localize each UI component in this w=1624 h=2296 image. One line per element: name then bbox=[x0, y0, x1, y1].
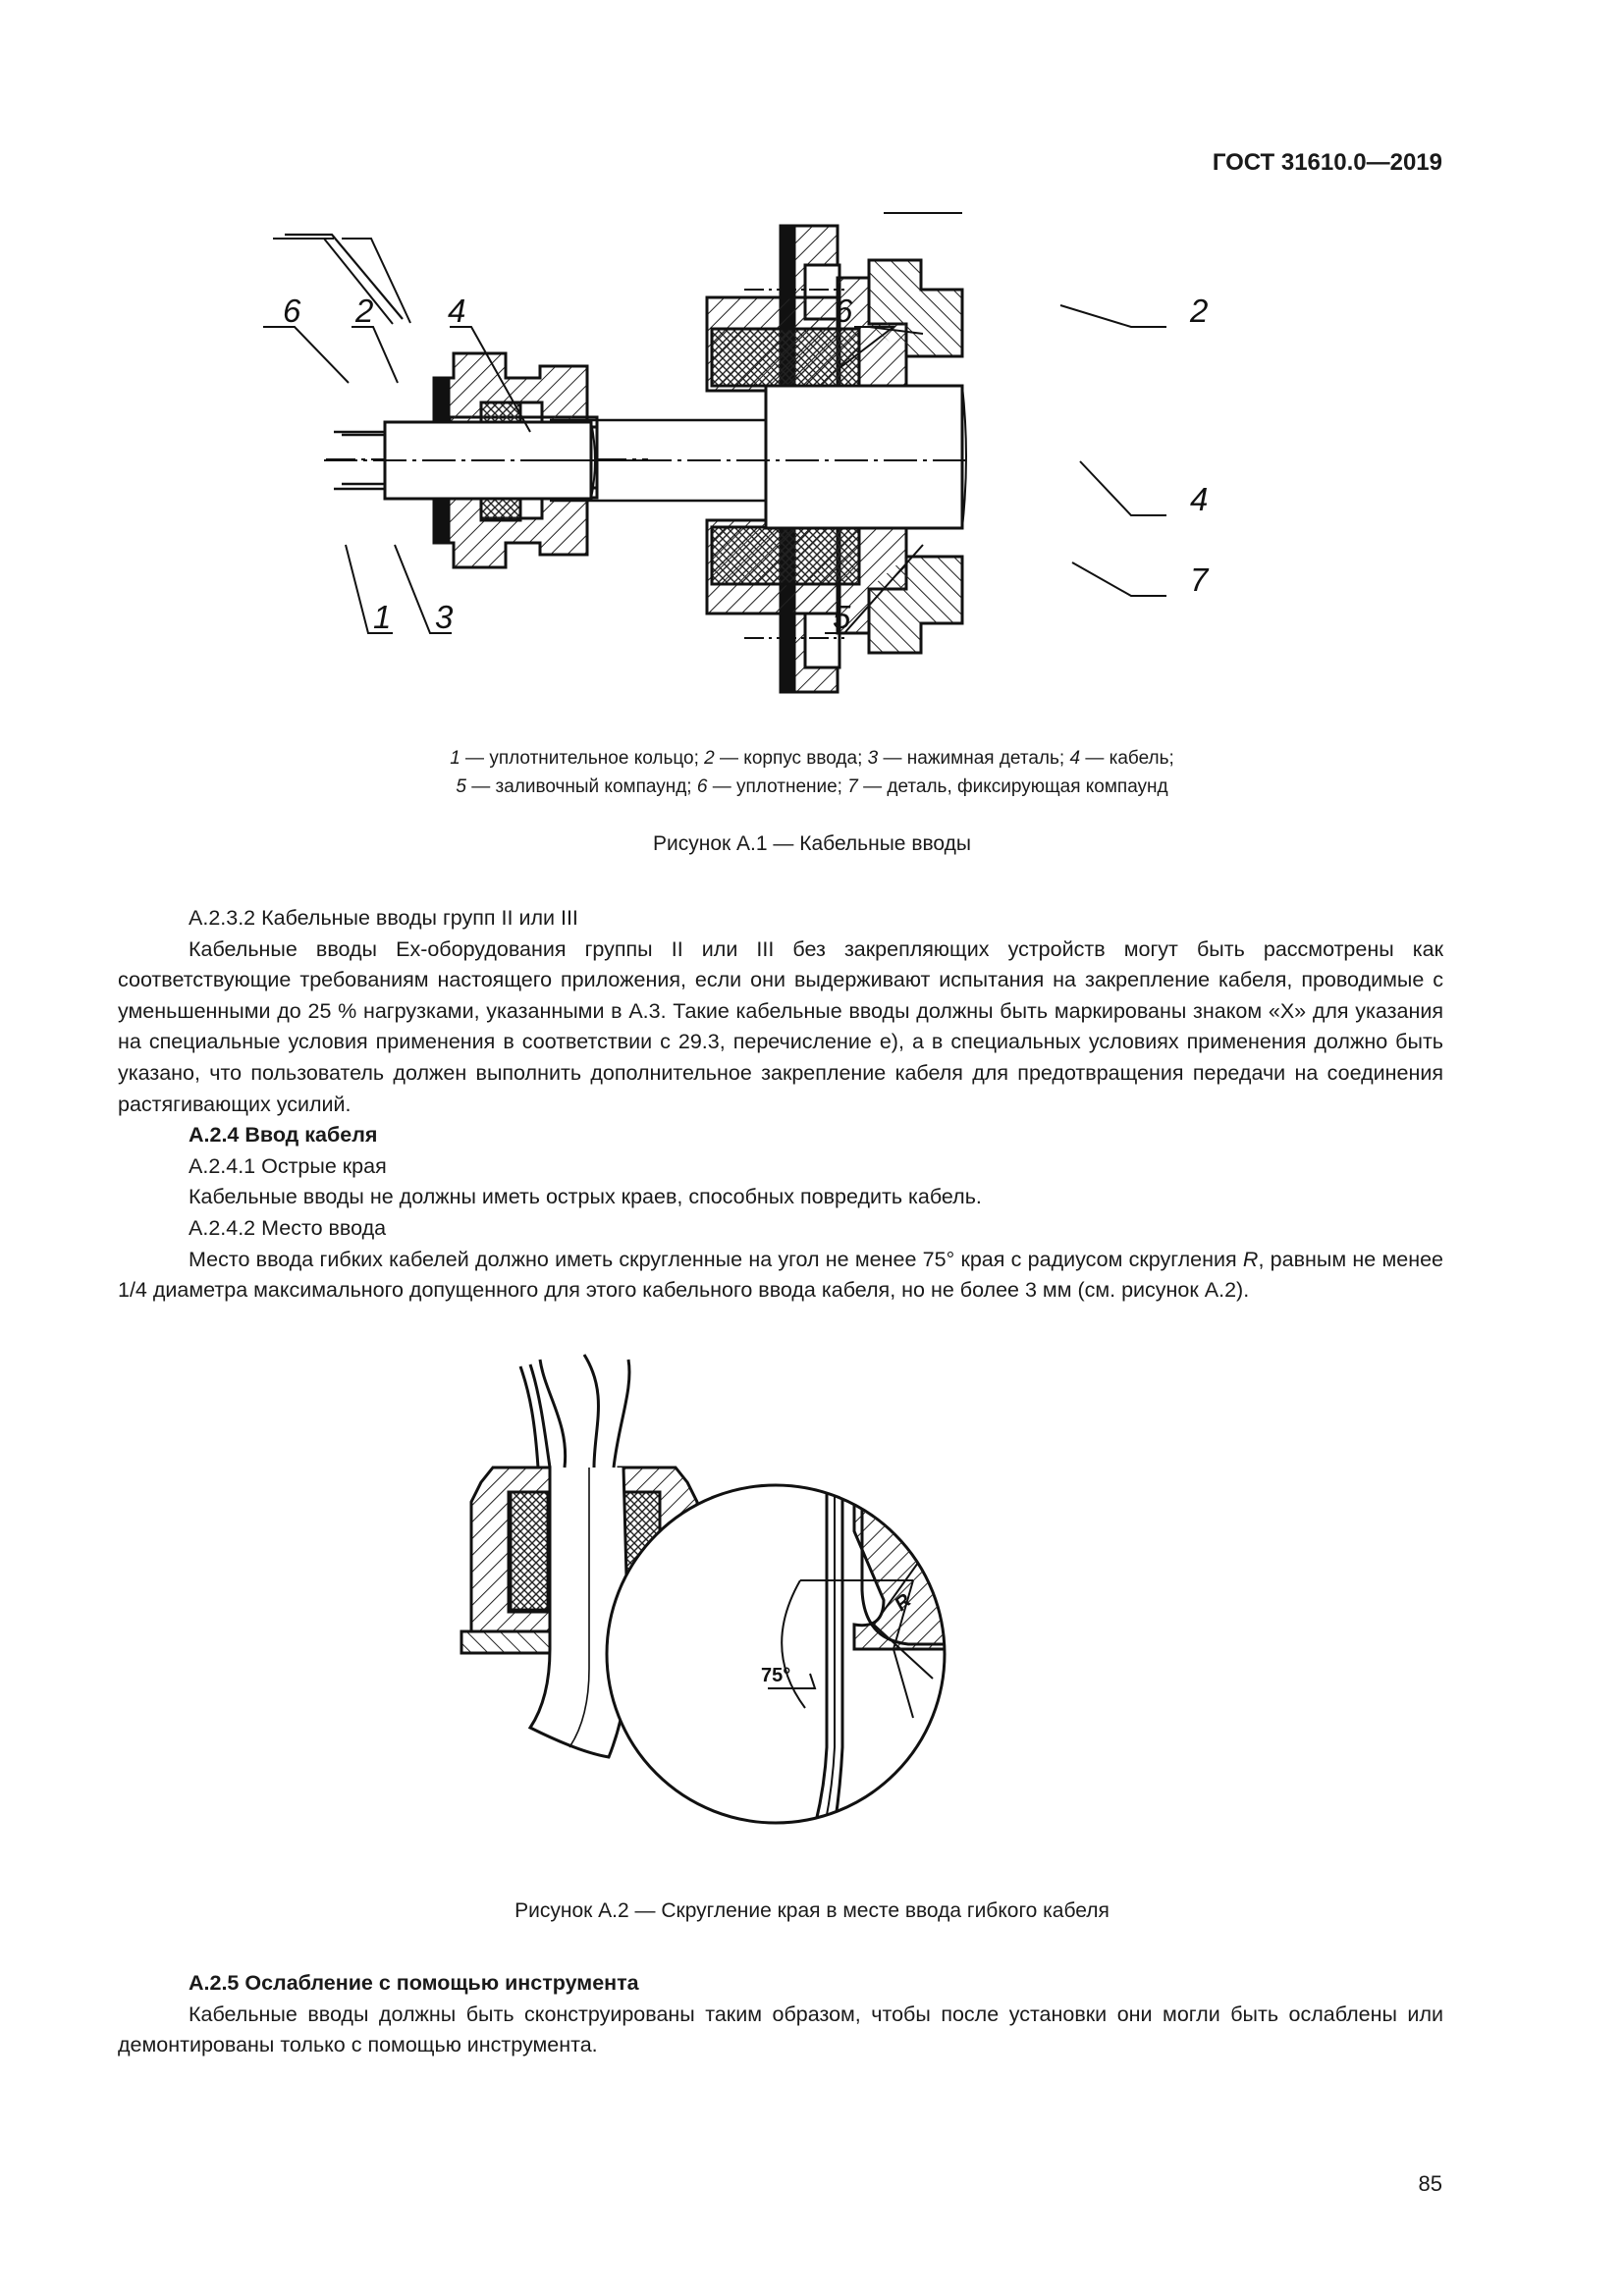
page-number: 85 bbox=[1418, 2171, 1442, 2196]
figure-a1-legend bbox=[0, 744, 1624, 801]
callout-4-left: 4 bbox=[448, 293, 466, 329]
paragraph-a2-3-2-text: Кабельные вводы Ex-оборудования группы II или III без закрепляющих устройств могут быть рассмотрены как соответствующие требованиям настоящего приложения, если они выдерживают испытания на закрепление кабеля, проводимые с уменьшенными до 25 % нагрузками, указанными в А.3. Такие кабельные вводы должны быть маркированы знаком «X» для указания на специальные условия применения в соответствии с 29.3, перечисление е), а в специальных условиях применения должно быть указано, что пользователь должен выполнить дополнительное закрепление кабеля для предотвращения передачи на соединения растягивающих усилий. bbox=[118, 936, 1443, 1116]
callout-6-left: 6 bbox=[283, 293, 301, 329]
paragraph-a2-5-text: Кабельные вводы должны быть сконструированы таким образом, чтобы после установки они могли быть ослаблены или демонтированы только с помощью инструмента. bbox=[118, 2002, 1443, 2057]
figure-a1-caption: Рисунок А.1 — Кабельные вводы bbox=[653, 832, 971, 855]
callout-5: 5 bbox=[833, 599, 851, 635]
callout-6-right: 6 bbox=[835, 293, 853, 329]
radius-r-label: R bbox=[891, 1589, 916, 1616]
heading-a2-5: А.2.5 Ослабление с помощью инструмента bbox=[189, 1971, 639, 1995]
paragraph-a2-4-1-text: Кабельные вводы не должны иметь острых краев, способных повредить кабель. bbox=[189, 1185, 982, 1209]
angle-75-label: 75° bbox=[761, 1665, 791, 1686]
callout-2-right: 2 bbox=[1190, 293, 1209, 329]
body-section-2 bbox=[118, 1968, 1443, 2061]
body-section-1 bbox=[118, 903, 1443, 1307]
paragraph-a2-4-2-heading: А.2.4.2 Место ввода bbox=[189, 1215, 387, 1240]
paragraph-a2-3-2-heading: А.2.3.2 Кабельные вводы групп II или III bbox=[189, 906, 578, 930]
figure-a2-cable-entry-rounding bbox=[422, 1355, 1129, 1885]
document-id: ГОСТ 31610.0—2019 bbox=[1212, 149, 1442, 176]
paragraph-a2-4-2-text: Место ввода гибких кабелей должно иметь скругленные на угол не менее 75° края с радиусом скругления R, равным не менее 1/4 диаметра максимального допущенного для этого кабельного ввода кабеля, но не более 3 мм (см. рисунок А.2). bbox=[118, 1247, 1443, 1303]
callout-7: 7 bbox=[1190, 561, 1209, 598]
callout-1: 1 bbox=[373, 599, 392, 635]
figure-a2-caption: Рисунок А.2 — Скругление края в месте ввода гибкого кабеля bbox=[514, 1899, 1110, 1922]
callout-4-right: 4 bbox=[1190, 481, 1209, 517]
paragraph-a2-4-1-heading: А.2.4.1 Острые края bbox=[189, 1153, 387, 1178]
legend-line-1: 1 — уплотнительное кольцо; 2 — корпус ввода; 3 — нажимная деталь; 4 — кабель; bbox=[450, 748, 1174, 769]
callout-2-left: 2 bbox=[355, 293, 374, 329]
figure-a1-callouts bbox=[283, 221, 1237, 726]
heading-a2-4: А.2.4 Ввод кабеля bbox=[189, 1123, 378, 1148]
callout-3: 3 bbox=[435, 599, 454, 635]
legend-line-2: 5 — заливочный компаунд; 6 — уплотнение; 7 — деталь, фиксирующая компаунд bbox=[456, 776, 1168, 797]
